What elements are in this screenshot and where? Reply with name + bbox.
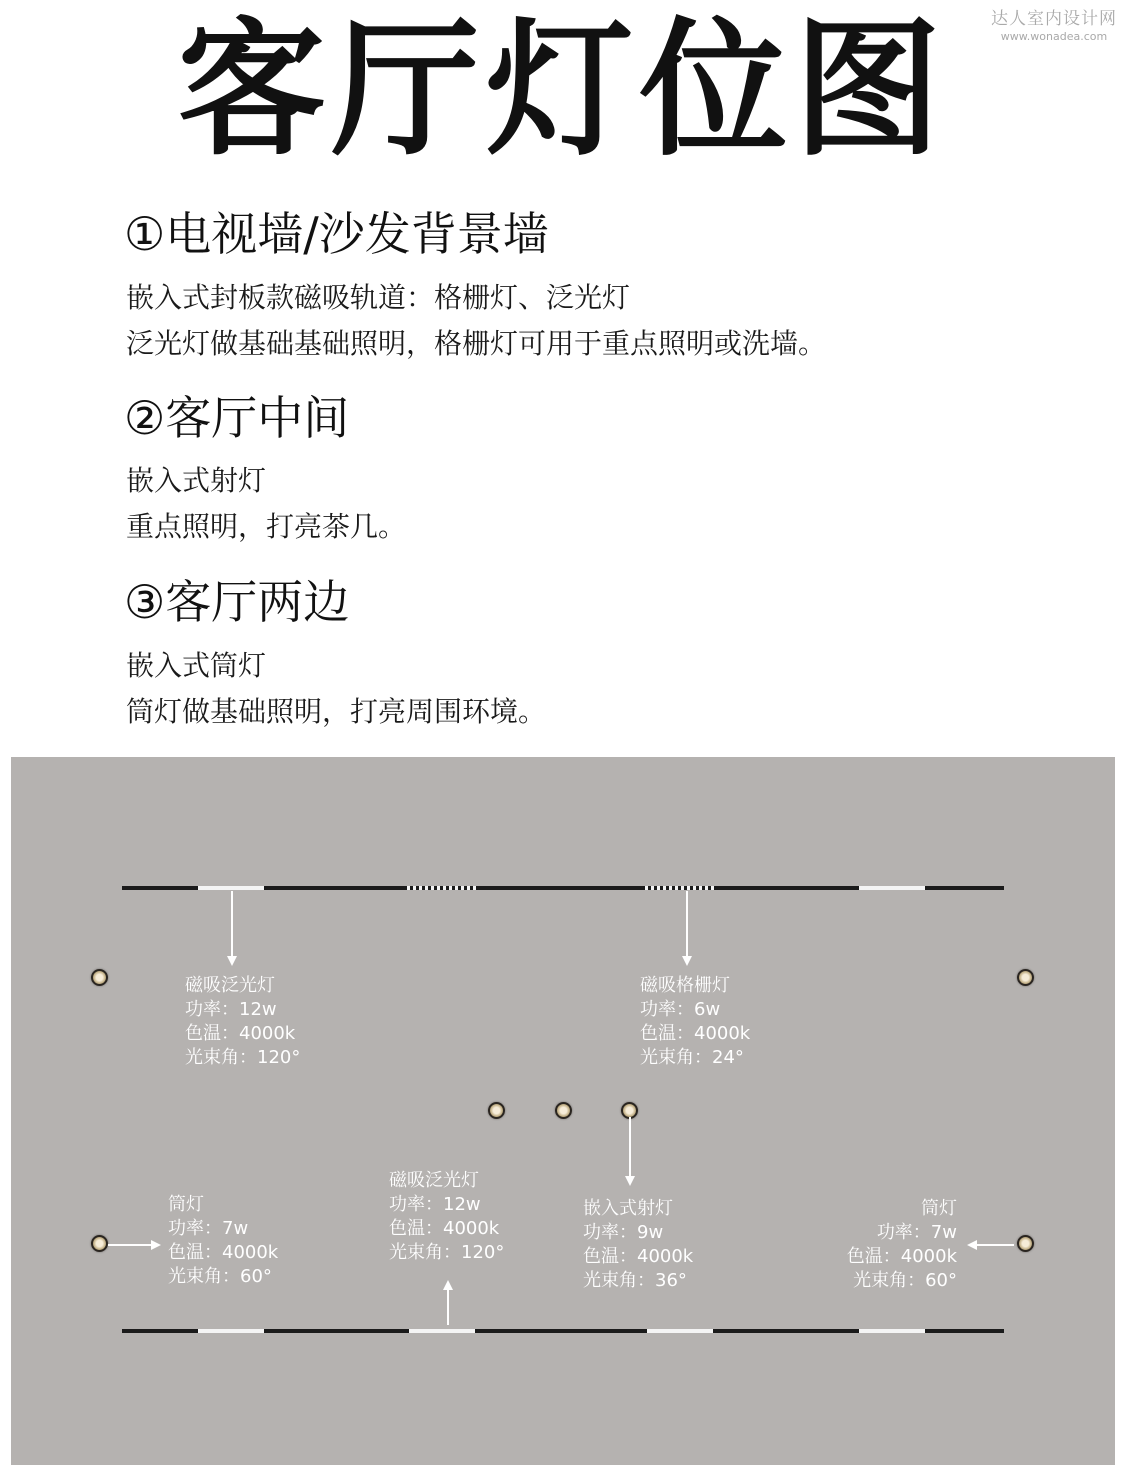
arrow-head	[967, 1240, 977, 1250]
bottom-floodlight	[859, 1329, 925, 1333]
label-right-downlight	[847, 1197, 957, 1293]
power: 功率：7w	[876, 1222, 957, 1243]
watermark-name: 达人室内设计网	[991, 9, 1117, 29]
light-name: 磁吸泛光灯	[185, 975, 275, 996]
spotlight	[555, 1102, 572, 1119]
label-left-downlight	[168, 1193, 278, 1289]
power: 功率：7w	[168, 1218, 249, 1239]
arrow-head	[682, 956, 692, 966]
beam-angle: 光束角：36°	[583, 1270, 687, 1291]
light-name: 筒灯	[168, 1194, 204, 1215]
top-floodlight	[859, 886, 925, 890]
annotation-arrow	[108, 1244, 152, 1246]
section-2-heading: ②客厅中间	[124, 391, 350, 445]
section-3-line-1: 嵌入式筒灯	[126, 649, 267, 682]
bottom-floodlight	[647, 1329, 713, 1333]
annotation-arrow	[686, 891, 688, 957]
color-temp: 色温：4000k	[640, 1023, 751, 1044]
label-top-grille-light	[640, 974, 750, 1070]
spotlight	[488, 1102, 505, 1119]
downlight	[1017, 969, 1034, 986]
power: 功率：6w	[640, 999, 721, 1020]
section-3-heading: ③客厅两边	[124, 575, 350, 629]
arrow-head	[151, 1240, 161, 1250]
annotation-arrow	[629, 1117, 631, 1177]
section-1-line-1: 嵌入式封板款磁吸轨道：格栅灯、泛光灯	[126, 281, 631, 314]
watermark-url: www.wonadea.com	[1000, 30, 1108, 43]
lighting-plan	[11, 757, 1115, 1465]
light-name: 嵌入式射灯	[583, 1198, 673, 1219]
beam-angle: 光束角：60°	[853, 1270, 957, 1291]
top-grille-light	[407, 886, 479, 890]
section-2-line-2: 重点照明，打亮茶几。	[126, 510, 407, 543]
color-temp: 色温：4000k	[185, 1023, 296, 1044]
light-name: 磁吸格栅灯	[640, 975, 730, 996]
arrow-head	[625, 1176, 635, 1186]
section-3-line-2: 筒灯做基础照明，打亮周围环境。	[126, 695, 547, 728]
bottom-floodlight	[409, 1329, 475, 1333]
power: 功率：9w	[583, 1222, 664, 1243]
label-bottom-floodlight	[389, 1169, 504, 1265]
beam-angle: 光束角：24°	[640, 1047, 744, 1068]
section-1-heading: ①电视墙/沙发背景墙	[124, 207, 549, 261]
light-name: 磁吸泛光灯	[389, 1170, 479, 1191]
color-temp: 色温：4000k	[168, 1242, 279, 1263]
label-spotlight	[583, 1197, 693, 1293]
top-grille-light	[645, 886, 717, 890]
arrow-head	[443, 1280, 453, 1290]
page-title: 客厅灯位图	[177, 4, 948, 176]
color-temp: 色温：4000k	[846, 1246, 957, 1267]
annotation-arrow	[447, 1289, 449, 1325]
top-floodlight	[198, 886, 264, 890]
section-1-line-2: 泛光灯做基础基础照明，格栅灯可用于重点照明或洗墙。	[126, 327, 827, 360]
color-temp: 色温：4000k	[389, 1218, 500, 1239]
light-name: 筒灯	[921, 1198, 957, 1219]
arrow-head	[227, 956, 237, 966]
annotation-arrow	[976, 1244, 1014, 1246]
downlight	[91, 1235, 108, 1252]
beam-angle: 光束角：120°	[389, 1242, 505, 1263]
annotation-arrow	[231, 891, 233, 957]
label-top-floodlight	[185, 974, 300, 1070]
power: 功率：12w	[185, 999, 277, 1020]
bottom-floodlight	[198, 1329, 264, 1333]
section-2-line-1: 嵌入式射灯	[126, 464, 267, 497]
beam-angle: 光束角：120°	[185, 1047, 301, 1068]
downlight	[91, 969, 108, 986]
downlight	[1017, 1235, 1034, 1252]
power: 功率：12w	[389, 1194, 481, 1215]
beam-angle: 光束角：60°	[168, 1266, 272, 1287]
color-temp: 色温：4000k	[583, 1246, 694, 1267]
